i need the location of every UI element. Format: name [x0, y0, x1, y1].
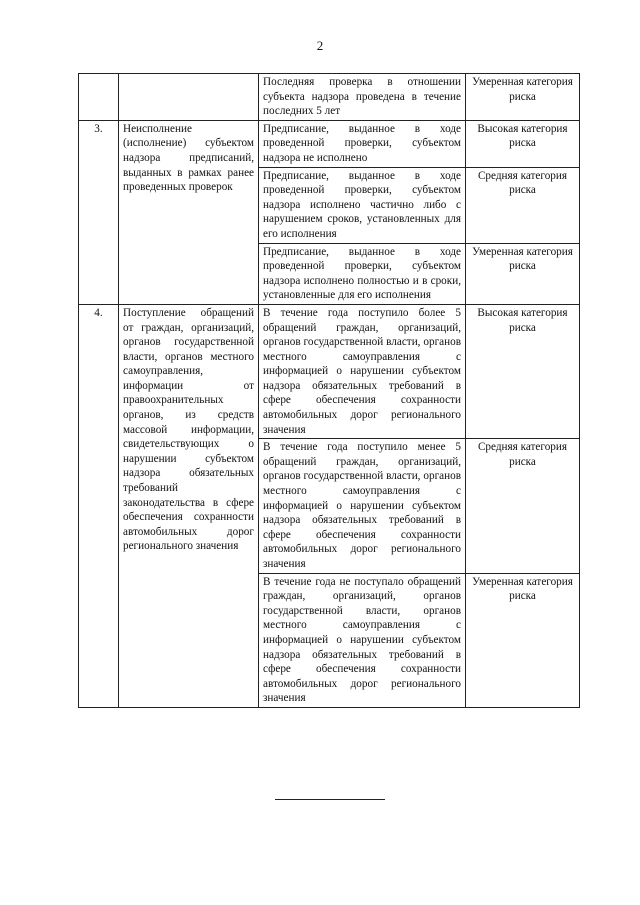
criterion-cell: Неисполнение (исполнение) субъектом надзора предписаний, выданных в рамках ранее проведенных проверок: [119, 120, 259, 304]
criterion-cell: [119, 74, 259, 121]
risk-category-cell: Умеренная категория риска: [466, 74, 580, 121]
row-number: [79, 74, 119, 121]
risk-category-cell: Средняя категория риска: [466, 439, 580, 573]
risk-category-cell: Средняя категория риска: [466, 167, 580, 243]
condition-cell: В течение года не поступало обращений граждан, организаций, органов государственной власти, органов местного самоуправления с информацией о нарушении субъектом надзора обязательных требований в сфере обеспечения сохранности автомобильных дорог регионального значения: [259, 573, 466, 707]
condition-cell: Предписание, выданное в ходе проведенной проверки, субъектом надзора исполнено полностью и в сроки, установленные для его исполнения: [259, 243, 466, 304]
risk-category-cell: Умеренная категория риска: [466, 573, 580, 707]
risk-category-cell: Высокая категория риска: [466, 120, 580, 167]
condition-cell: В течение года поступило более 5 обращений граждан, организаций, органов государственной власти, органов местного самоуправления с информацией о нарушении субъектом надзора обязательных требований в сфере обеспечения сохранности автомобильных дорог регионального значения: [259, 304, 466, 438]
table-row: [79, 304, 580, 438]
row-number: 4.: [79, 304, 119, 707]
page-number: 2: [316, 38, 324, 53]
condition-cell: Предписание, выданное в ходе проведенной проверки, субъектом надзора исполнено частично либо с нарушением сроков, установленных для его исполнения: [259, 167, 466, 243]
table-row: [79, 120, 580, 167]
condition-cell: Предписание, выданное в ходе проведенной проверки, субъектом надзора не исполнено: [259, 120, 466, 167]
row-number: 3.: [79, 120, 119, 304]
table-row: [79, 74, 580, 121]
risk-category-cell: Высокая категория риска: [466, 304, 580, 438]
condition-cell: В течение года поступило менее 5 обращений граждан, организаций, органов государственной власти, органов местного самоуправления с информацией о нарушении субъектом надзора обязательных требований в сфере обеспечения сохранности автомобильных дорог регионального значения: [259, 439, 466, 573]
footer-separator-line: [275, 799, 385, 800]
risk-category-cell: Умеренная категория риска: [466, 243, 580, 304]
risk-criteria-table: [78, 73, 580, 708]
condition-cell: Последняя проверка в отношении субъекта надзора проведена в течение последних 5 лет: [259, 74, 466, 121]
criterion-cell: Поступление обращений от граждан, организаций, органов государственной власти, органов местного самоуправления, информации от правоохранительных органов, из средств массовой информации, свидетельствующих о нарушении субъектом надзора обязательных требований законодательства в сфере обеспечения сохранности автомобильных дорог регионального значения: [119, 304, 259, 707]
